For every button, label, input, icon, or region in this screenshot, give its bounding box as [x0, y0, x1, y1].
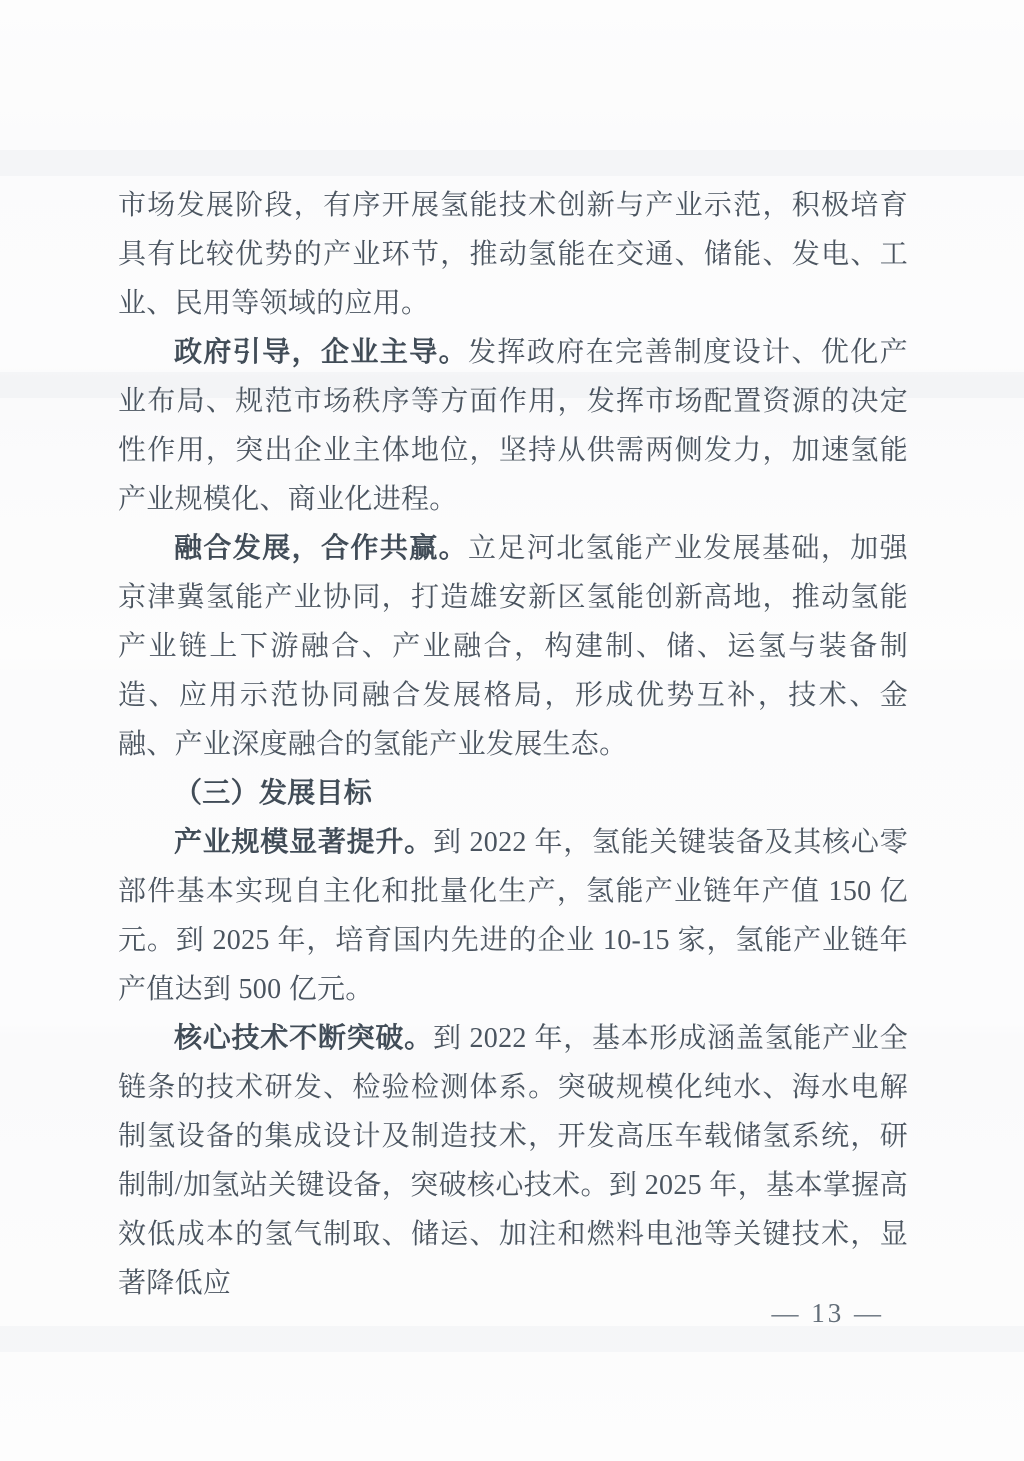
paragraph-government-guidance: [118, 328, 908, 524]
paragraph-text: 到 2022 年，氢能关键装备及其核心零部件基本实现自主化和批量化生产，氢能产业链年产值 150 亿元。到 2025 年，培育国内先进的企业 10-15 家，氢能产业链年产值达到 500 亿元。: [118, 827, 908, 1005]
paragraph-text: 发挥政府在完善制度设计、优化产业布局、规范市场秩序等方面作用，发挥市场配置资源的决定性作用，突出企业主体地位，坚持从供需两侧发力，加速氢能产业规模化、商业化进程。: [118, 337, 908, 515]
paragraph-market-stage-continuation: [118, 181, 908, 328]
paragraph-text: 立足河北氢能产业发展基础，加强京津冀氢能产业协同，打造雄安新区氢能创新高地，推动氢能产业链上下游融合、产业融合，构建制、储、运氢与装备制造、应用示范协同融合发展格局，形成优势互补，技术、金融、产业深度融合的氢能产业发展生态。: [118, 533, 908, 760]
section-heading-development-goals: [118, 769, 908, 818]
document-text-block: [118, 181, 908, 1308]
paragraph-lead: 核心技术不断突破。: [174, 1023, 433, 1054]
paragraph-core-technology: [118, 1014, 908, 1308]
scan-artifact-band: [0, 150, 1024, 176]
paragraph-lead: 融合发展，合作共赢。: [174, 533, 469, 564]
paragraph-lead: 政府引导，企业主导。: [174, 337, 469, 368]
paragraph-text: 市场发展阶段，有序开展氢能技术创新与产业示范，积极培育具有比较优势的产业环节，推动氢能在交通、储能、发电、工业、民用等领域的应用。: [118, 190, 908, 319]
paragraph-text: 到 2022 年，基本形成涵盖氢能产业全链条的技术研发、检验检测体系。突破规模化纯水、海水电解制氢设备的集成设计及制造技术，开发高压车载储氢系统，研制制/加氢站关键设备，突破核心技术。到 2025 年，基本掌握高效低成本的氢气制取、储运、加注和燃料电池等关键技术，显著降低应: [118, 1023, 908, 1299]
scan-artifact-band: [0, 1326, 1024, 1352]
page-number: — 13 —: [771, 1298, 884, 1328]
paragraph-industry-scale: [118, 818, 908, 1014]
paragraph-integrated-development: [118, 524, 908, 769]
section-heading-text: （三）发展目标: [174, 778, 373, 809]
paragraph-lead: 产业规模显著提升。: [174, 827, 433, 858]
